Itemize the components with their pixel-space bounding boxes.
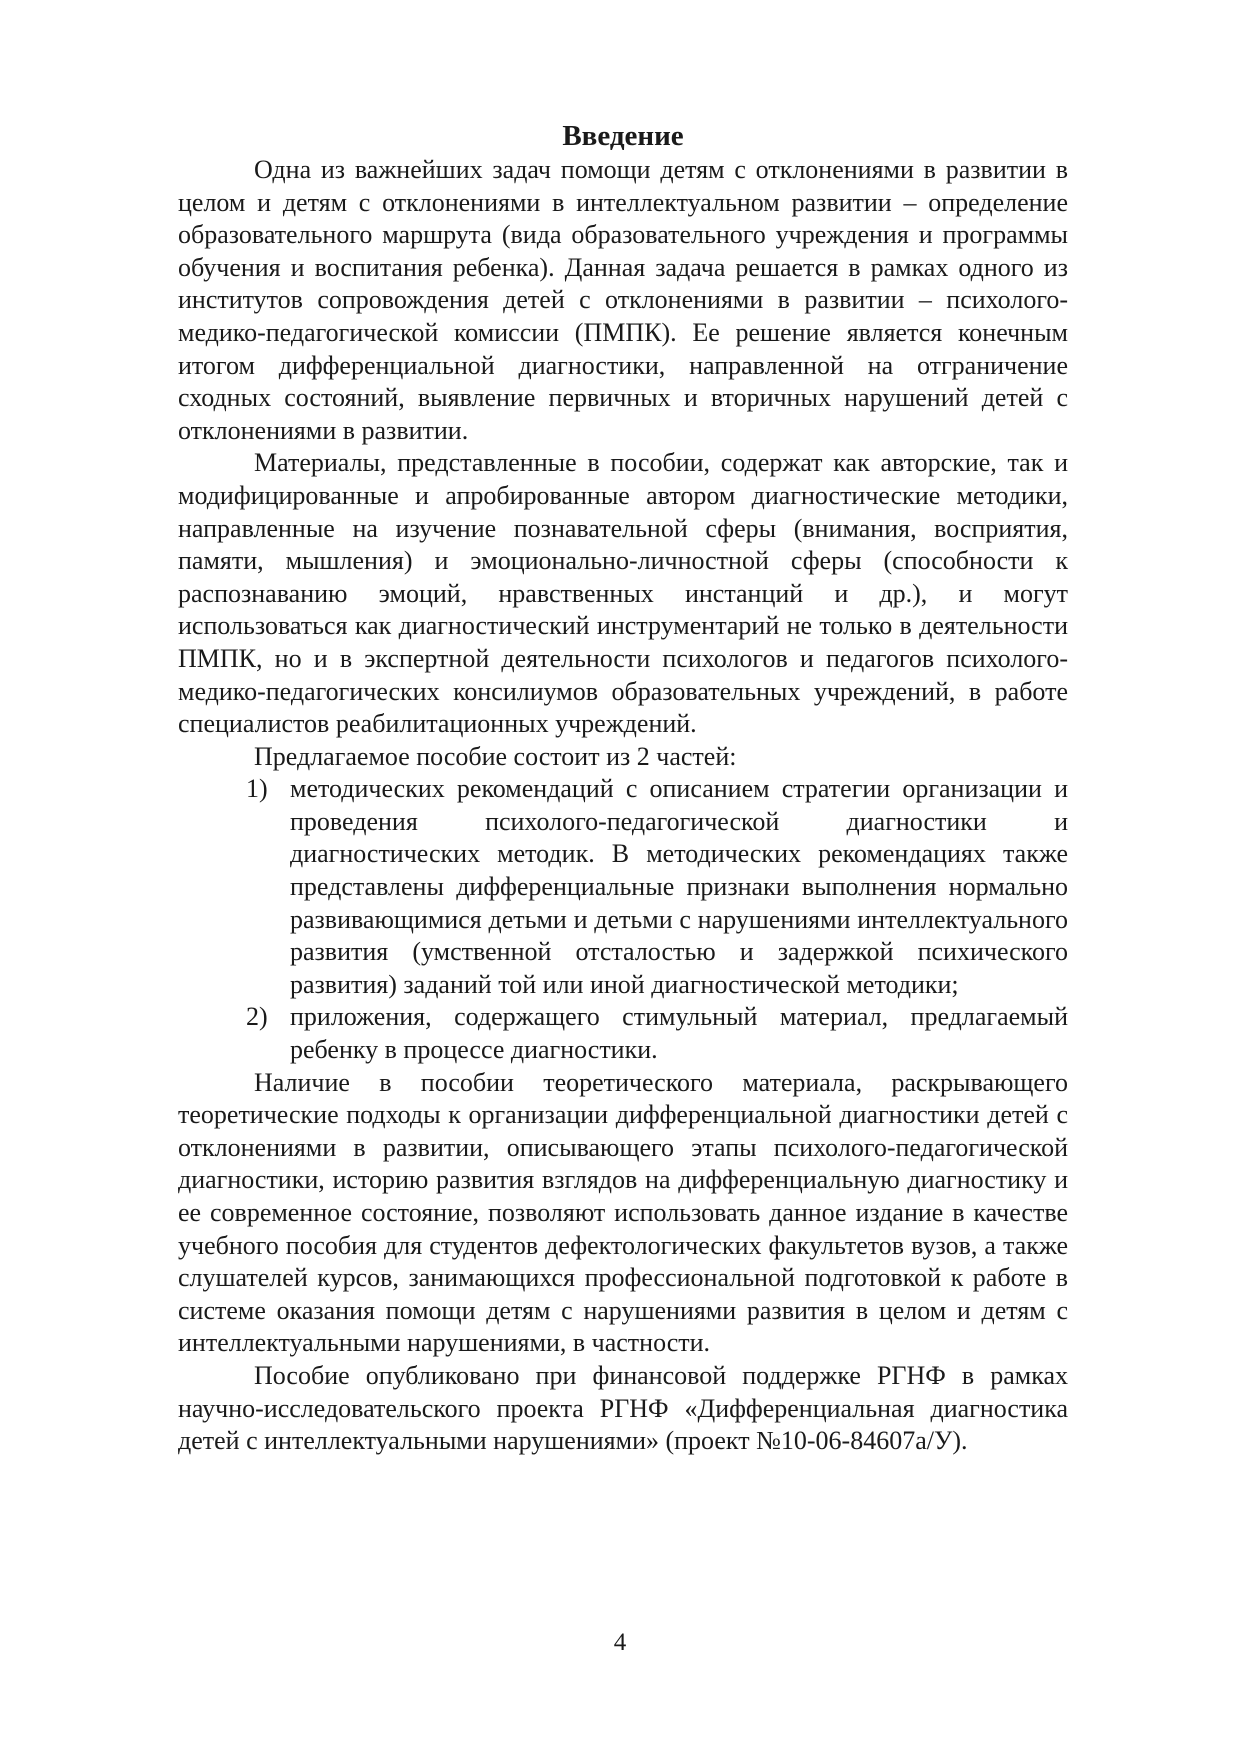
list-item-text: приложения, содержащего стимульный материал, предлагаемый ребенку в процессе диагностики. [290, 1002, 1068, 1065]
page-number: 4 [613, 1629, 627, 1656]
list-item [178, 1001, 1068, 1066]
list-marker: 1) [246, 774, 268, 804]
page-content [178, 118, 1068, 1458]
list-item [178, 773, 1068, 1001]
paragraph-materials: Материалы, представленные в пособии, содержат как авторские, так и модифицированные и апробированные автором диагностические методики, направленные на изучение познавательной сферы (внимания, восприятия, памяти, мышления) и эмоционально-личностной сферы (способности к распознаванию эмоций, нравственных инстанций и др.), и могут использоваться как диагностический инструментарий не только в деятельности ПМПК, но и в экспертной деятельности психологов и педагогов психолого-медико-педагогических консилиумов образовательных учреждений, в работе специалистов реабилитационных учреждений. [178, 448, 1068, 739]
list-marker: 2) [246, 1002, 268, 1032]
paragraph-funding: Пособие опубликовано при финансовой поддержке РГНФ в рамках научно-исследовательского проекта РГНФ «Дифференциальная диагностика детей с интеллектуальными нарушениями» (проект №10-06-84607а/У). [178, 1360, 1068, 1456]
parts-list [178, 773, 1068, 1066]
paragraph-theory: Наличие в пособии теоретического материала, раскрывающего теоретические подходы к организации дифференциальной диагностики детей с отклонениями в развитии, описывающего этапы психолого-педагогической диагностики, историю развития взглядов на дифференциальную диагностику и ее современное состояние, позволяют использовать данное издание в качестве учебного пособия для студентов дефектологических факультетов вузов, а также слушателей курсов, занимающихся профессиональной подготовкой к работе в системе оказания помощи детям с нарушениями развития в целом и детям с интеллектуальными нарушениями, в частности. [178, 1067, 1068, 1358]
paragraph-intro: Одна из важнейших задач помощи детям с отклонениями в развитии в целом и детям с отклонениями в интеллектуальном развитии – определение образовательного маршрута (вида образовательного учреждения и программы обучения и воспитания ребенка). Данная задача решается в рамках одного из институтов сопровождения детей с отклонениями в развитии – психолого-медико-педагогической комиссии (ПМПК). Ее решение является конечным итогом дифференциальной диагностики, направленной на отграничение сходных состояний, выявление первичных и вторичных нарушений детей с отклонениями в развитии. [178, 155, 1068, 445]
paragraph-structure: Предлагаемое пособие состоит из 2 частей: [254, 741, 737, 771]
page-title: Введение [562, 120, 684, 152]
list-item-text: методических рекомендаций с описанием стратегии организации и проведения психолого-педагогической диагностики и диагностических методик. В методических рекомендациях также представлены дифференциальные признаки выполнения нормально развивающимися детьми и детьми с нарушениями интеллектуального развития (умственной отсталостью и задержкой психического развития) заданий той или иной диагностической методики; [290, 774, 1068, 999]
